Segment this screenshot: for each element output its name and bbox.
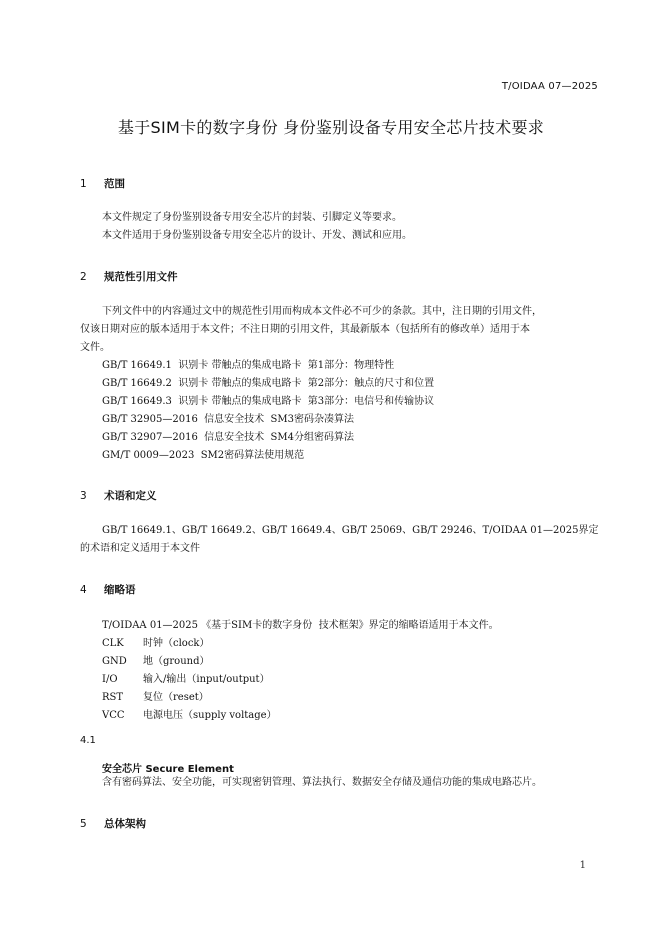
page-number: 1: [579, 860, 586, 871]
normative-reference: GB/T 16649.2 识别卡 带触点的集成电路卡 第2部分：触点的尺寸和位置: [102, 378, 435, 389]
section-number: 3: [80, 490, 87, 502]
term-number: 4.1: [80, 735, 96, 746]
normative-intro-line-1: 下列文件中的内容通过文中的规范性引用而构成本文件必不可少的条款。其中，注日期的引用文件，: [102, 306, 542, 317]
abbreviation-desc: 复位（reset）: [143, 692, 209, 703]
section-title: 缩略语: [104, 584, 136, 596]
abbreviation-item: [102, 707, 277, 724]
section-title: 总体架构: [104, 818, 146, 830]
standard-number: T/OIDAA 07—2025: [501, 81, 598, 92]
abbreviation-code: RST: [102, 692, 124, 703]
abbreviations-intro: T/OIDAA 01—2025 《基于SIM卡的数字身份 技术框架》界定的缩略语适用于本文件。: [102, 620, 499, 631]
normative-reference: GB/T 32907—2016 信息安全技术 SM4分组密码算法: [102, 432, 354, 443]
normative-reference: GB/T 16649.1 识别卡 带触点的集成电路卡 第1部分：物理特性: [102, 360, 395, 371]
section-number: 2: [80, 271, 87, 283]
section-2-heading: [80, 269, 178, 284]
scope-paragraph-2: 本文件适用于身份鉴别设备专用安全芯片的设计、开发、测试和应用。: [102, 230, 412, 241]
normative-reference: GB/T 32905—2016 信息安全技术 SM3密码杂凑算法: [102, 414, 354, 425]
normative-intro-line-3: 文件。: [80, 342, 110, 353]
abbreviation-item: [102, 671, 270, 688]
abbreviation-item: [102, 635, 209, 652]
term-name: 安全芯片 Secure Element: [102, 764, 234, 775]
section-title: 术语和定义: [104, 490, 157, 502]
abbreviation-code: CLK: [102, 638, 124, 649]
abbreviation-desc: 输入/输出（input/output）: [143, 674, 270, 685]
section-1-heading: [80, 176, 125, 191]
abbreviation-desc: 时钟（clock）: [143, 638, 210, 649]
abbreviation-desc: 地（ground）: [143, 656, 210, 667]
abbreviation-code: I/O: [102, 674, 118, 685]
section-title: 范围: [104, 178, 125, 190]
section-3-heading: [80, 488, 157, 503]
section-title: 规范性引用文件: [104, 271, 178, 283]
section-5-heading: [80, 816, 146, 831]
abbreviation-item: [102, 689, 209, 706]
terms-line-1: GB/T 16649.1、GB/T 16649.2、GB/T 16649.4、GB/T 25069、GB/T 29246、T/OIDAA 01—2025界定: [102, 525, 599, 536]
section-number: 4: [80, 584, 87, 596]
abbreviation-code: GND: [102, 656, 127, 667]
normative-reference: GM/T 0009—2023 SM2密码算法使用规范: [102, 450, 305, 461]
scope-paragraph-1: 本文件规定了身份鉴别设备专用安全芯片的封装、引脚定义等要求。: [102, 212, 402, 223]
normative-reference: GB/T 16649.3 识别卡 带触点的集成电路卡 第3部分：电信号和传输协议: [102, 396, 435, 407]
section-4-heading: [80, 582, 136, 597]
section-number: 5: [80, 818, 87, 830]
abbreviation-code: VCC: [102, 710, 125, 721]
section-number: 1: [80, 178, 87, 190]
normative-intro-line-2: 仅该日期对应的版本适用于本文件；不注日期的引用文件，其最新版本（包括所有的修改单）适用于本: [80, 324, 530, 335]
abbreviation-desc: 电源电压（supply voltage）: [143, 710, 277, 721]
terms-line-2: 的术语和定义适用于本文件: [80, 543, 200, 554]
abbreviation-item: [102, 653, 209, 670]
term-definition: 含有密码算法、安全功能，可实现密钥管理、算法执行、数据安全存储及通信功能的集成电路芯片。: [102, 777, 542, 788]
document-title: 基于SIM卡的数字身份 身份鉴别设备专用安全芯片技术要求: [117, 118, 545, 137]
